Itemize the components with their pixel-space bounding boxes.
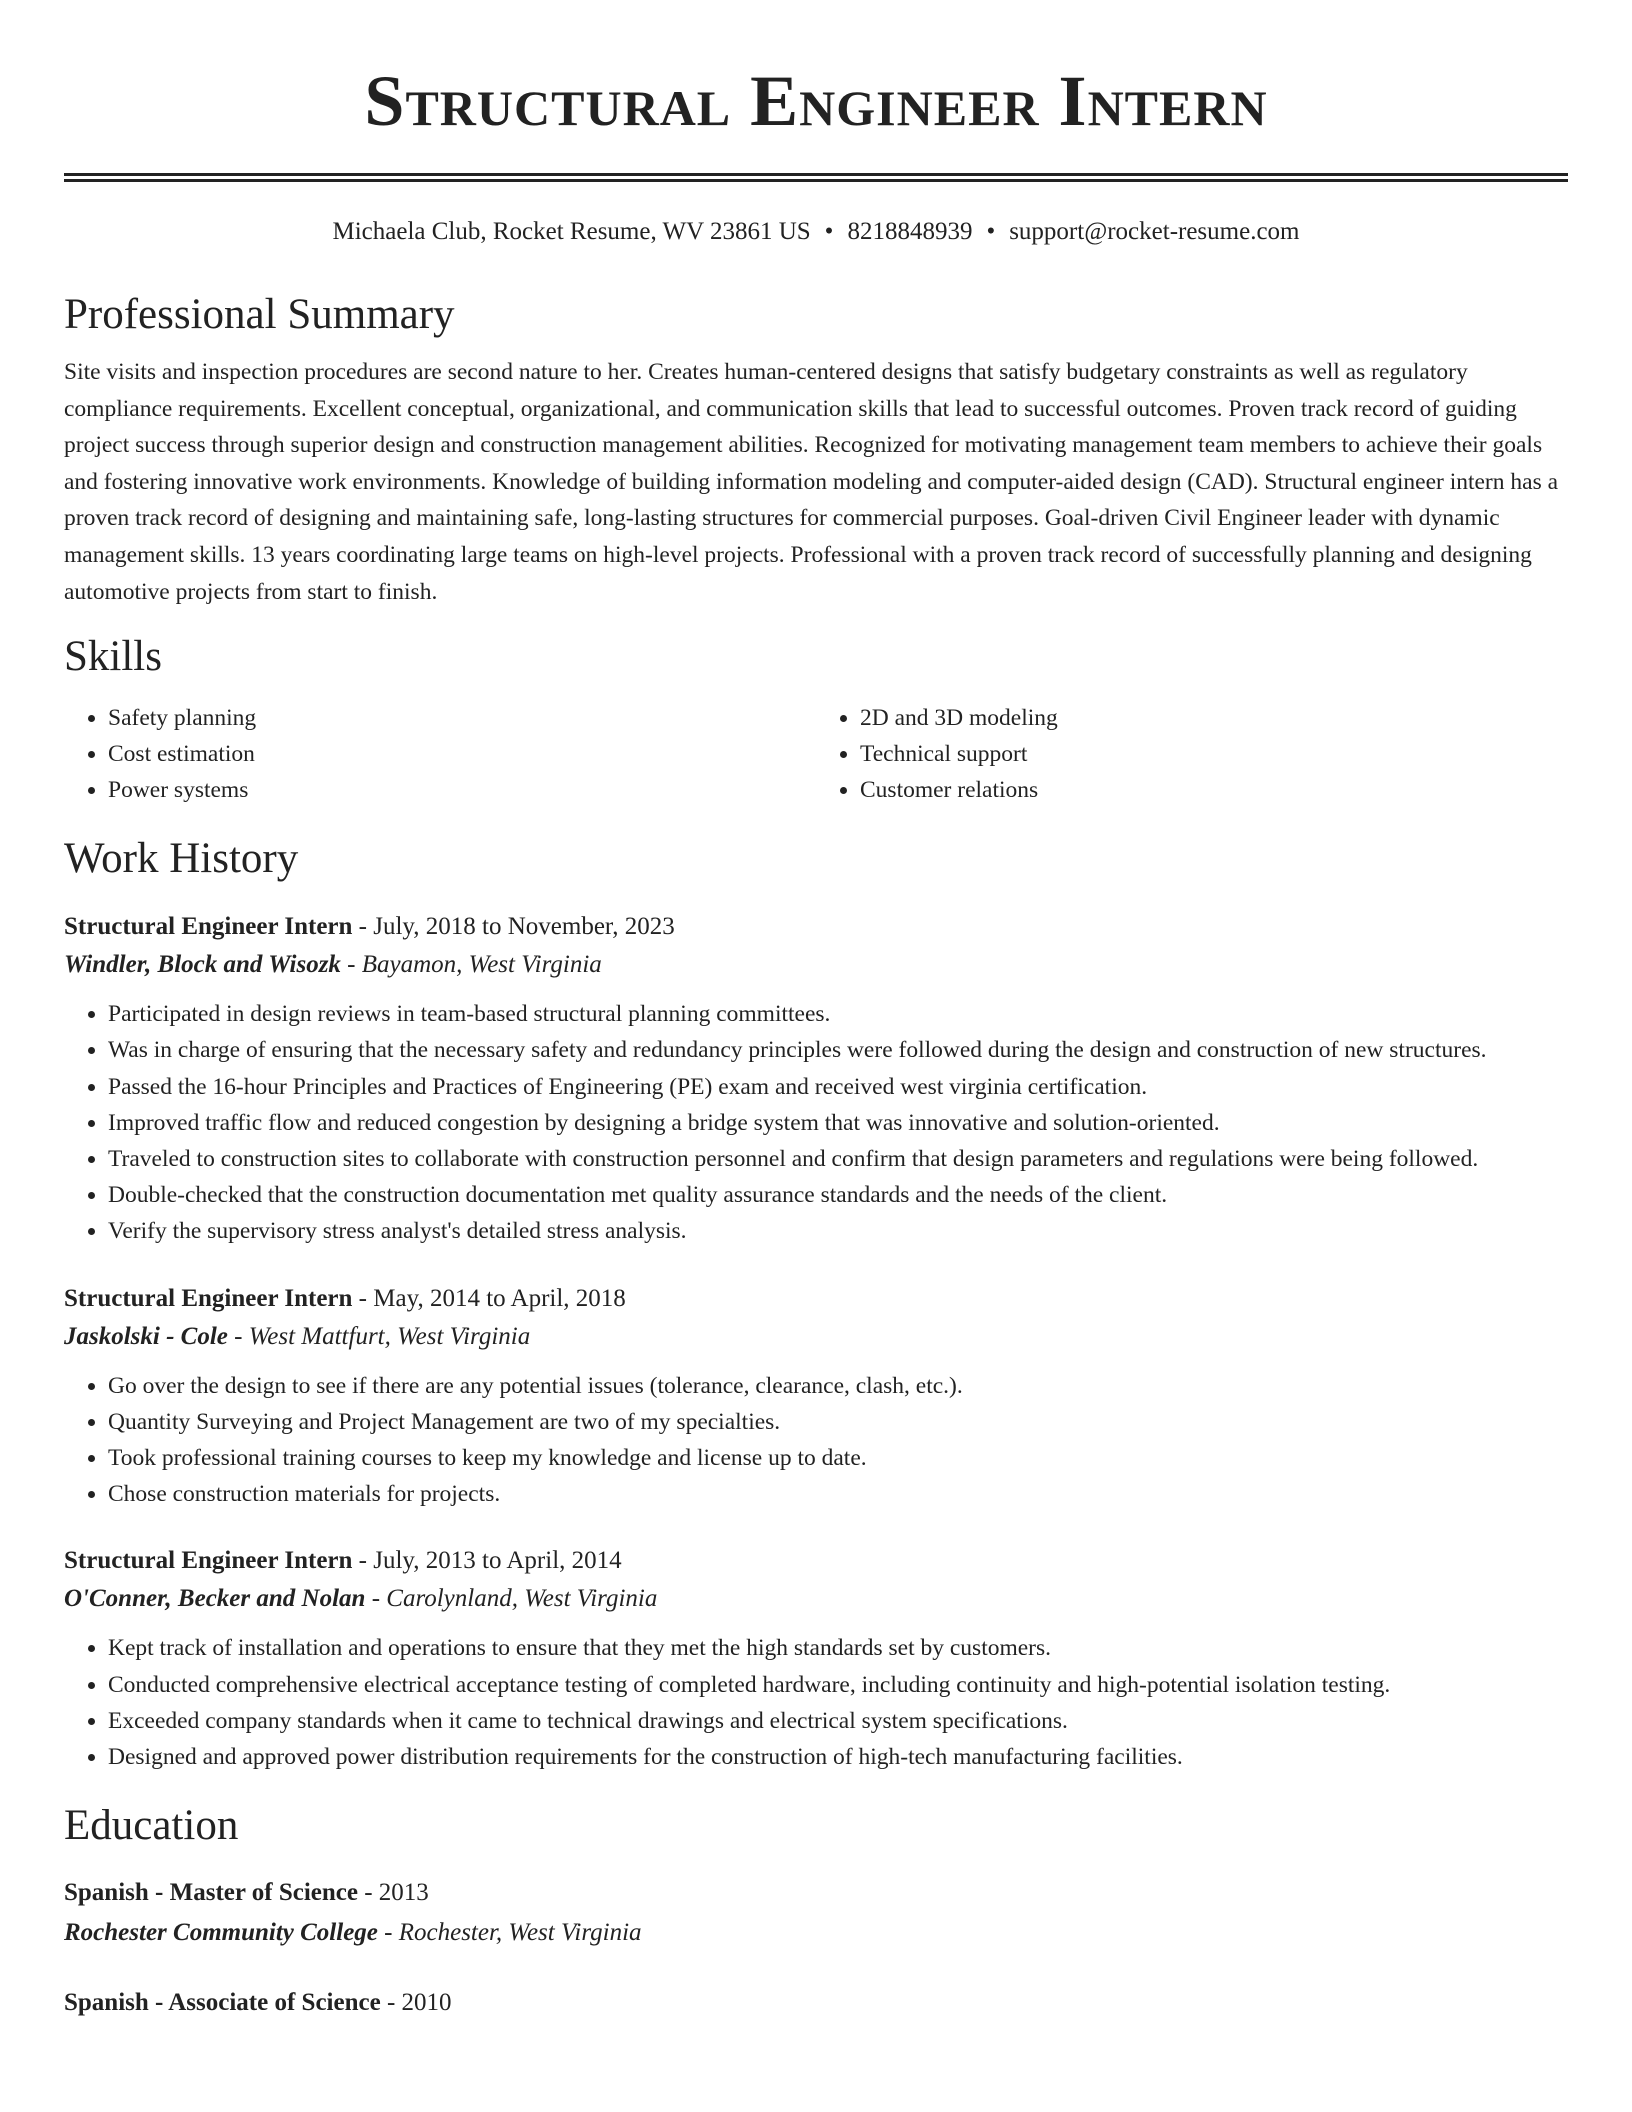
education-entry: [64, 1983, 1568, 2023]
job-bullet: • Traveled to construction sites to collaborate with construction personnel and confirm that design parameters and regulations were being followed.: [108, 1141, 1568, 1177]
education-year: - 2013: [357, 1879, 429, 1907]
job-bullet: • Go over the design to see if there are any potential issues (tolerance, clearance, clash, etc.).: [108, 1368, 1568, 1404]
job-company: Jaskolski - Cole: [64, 1322, 228, 1350]
job-dates: - July, 2018 to November, 2023: [352, 913, 675, 941]
job-role: Structural Engineer Intern: [64, 1284, 353, 1312]
job-company: O'Conner, Becker and Nolan: [64, 1585, 366, 1613]
education-school: Rochester Community College: [64, 1919, 378, 1947]
job-bullet: • Was in charge of ensuring that the necessary safety and redundancy principles were followed during the design and construction of new structures.: [108, 1032, 1568, 1068]
education-heading: [64, 1983, 1568, 2023]
education-degree: Spanish - Associate of Science: [64, 1989, 381, 2017]
skill-item: • Power systems: [108, 772, 816, 808]
section-title-work-history: Work History: [64, 835, 299, 883]
contact-separator: •: [824, 218, 834, 245]
job-location: - Carolynland, West Virginia: [365, 1585, 658, 1613]
job-role: Structural Engineer Intern: [64, 913, 353, 941]
job-dates: - May, 2014 to April, 2018: [352, 1284, 626, 1312]
job-bullet: • Double-checked that the construction documentation met quality assurance standards and the needs of the client.: [108, 1177, 1568, 1213]
job-bullets: [64, 1630, 1568, 1775]
job-entry: [64, 1280, 1568, 1513]
job-entry: [64, 1542, 1568, 1775]
job-company-line: [64, 946, 1568, 984]
education-degree: Spanish - Master of Science: [64, 1879, 358, 1907]
job-bullet: • Took professional training courses to keep my knowledge and license up to date.: [108, 1440, 1568, 1476]
job-bullet: • Kept track of installation and operations to ensure that they met the high standards set by customers.: [108, 1630, 1568, 1666]
job-location: - Bayamon, West Virginia: [340, 951, 602, 979]
contact-line: [64, 216, 1568, 248]
education-location: - Rochester, West Virginia: [377, 1919, 642, 1947]
job-bullet: • Verify the supervisory stress analyst's detailed stress analysis.: [108, 1213, 1568, 1249]
education-entry: [64, 1873, 1568, 1953]
job-location: - West Mattfurt, West Virginia: [227, 1322, 531, 1350]
job-role: Structural Engineer Intern: [64, 1547, 353, 1575]
job-heading: [64, 908, 1568, 946]
job-company: Windler, Block and Wisozk: [64, 951, 341, 979]
job-bullet: • Conducted comprehensive electrical acceptance testing of completed hardware, including continuity and high-potential isolation testing.: [108, 1667, 1568, 1703]
section-title-education: Education: [64, 1802, 239, 1850]
job-heading: [64, 1542, 1568, 1580]
skills-grid: [64, 700, 1568, 808]
skill-item: • Cost estimation: [108, 736, 816, 772]
job-entry: [64, 908, 1568, 1249]
job-bullets: [64, 996, 1568, 1249]
section-title-summary: Professional Summary: [64, 291, 455, 338]
title-double-rule: [64, 173, 1568, 182]
contact-separator: •: [986, 218, 996, 245]
skill-item: • Customer relations: [860, 772, 1568, 808]
job-company-line: [64, 1318, 1568, 1356]
education-school-line: [64, 1913, 1568, 1953]
job-bullet: • Chose construction materials for projects.: [108, 1476, 1568, 1512]
contact-address: Michaela Club, Rocket Resume, WV 23861 US: [332, 218, 811, 245]
job-dates: - July, 2013 to April, 2014: [352, 1547, 622, 1575]
contact-phone: 8218848939: [847, 218, 973, 245]
skills-column-right: [816, 700, 1568, 808]
skill-item: • Technical support: [860, 736, 1568, 772]
summary-text: Site visits and inspection procedures are second nature to her. Creates human-centered designs that satisfy budgetary constraints as well as regulatory compliance requirements. Excellent conceptual, organizational, and communication skills that lead to successful outcomes. Proven track record of guiding project success through superior design and construction management abilities. Recognized for motivating management team members to achieve their goals and fostering innovative work environments. Knowledge of building information modeling and computer-aided design (CAD). Structural engineer intern has a proven track record of designing and maintaining safe, long-lasting structures for commercial purposes. Goal-driven Civil Engineer leader with dynamic management skills. 13 years coordinating large teams on high-level projects. Professional with a proven track record of successfully planning and designing automotive projects from start to finish.: [64, 359, 1559, 605]
education-year: - 2010: [380, 1989, 452, 2017]
job-heading: [64, 1280, 1568, 1318]
skill-item: • 2D and 3D modeling: [860, 700, 1568, 736]
skills-column-left: [64, 700, 816, 808]
job-bullet: • Designed and approved power distribution requirements for the construction of high-tech manufacturing facilities.: [108, 1739, 1568, 1775]
section-title-skills: Skills: [64, 633, 162, 681]
job-bullet: • Participated in design reviews in team-based structural planning committees.: [108, 996, 1568, 1032]
contact-email: support@rocket-resume.com: [1009, 218, 1300, 245]
job-bullet: • Exceeded company standards when it came to technical drawings and electrical system specifications.: [108, 1703, 1568, 1739]
job-bullet: • Passed the 16-hour Principles and Practices of Engineering (PE) exam and received west virginia certification.: [108, 1069, 1568, 1105]
resume-title: Structural Engineer Intern: [364, 61, 1268, 141]
job-bullet: • Quantity Surveying and Project Management are two of my specialties.: [108, 1404, 1568, 1440]
job-company-line: [64, 1580, 1568, 1618]
job-bullet: • Improved traffic flow and reduced congestion by designing a bridge system that was innovative and solution-oriented.: [108, 1105, 1568, 1141]
skill-item: • Safety planning: [108, 700, 816, 736]
education-heading: [64, 1873, 1568, 1913]
job-bullets: [64, 1368, 1568, 1513]
